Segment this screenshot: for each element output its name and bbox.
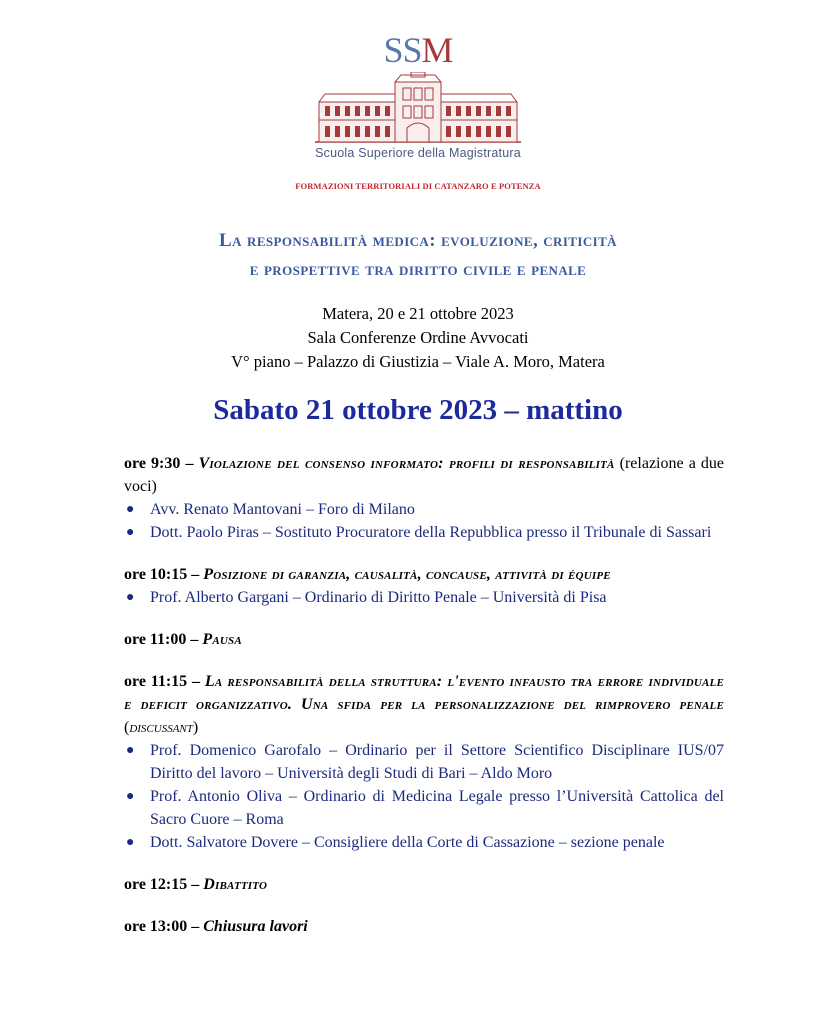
territorial-offices: FORMAZIONI TERRITORIALI DI CATANZARO E POTENZA <box>295 181 541 191</box>
speaker-list <box>124 586 724 609</box>
session-time: ore 9:30 – <box>124 455 194 472</box>
session-heading <box>124 452 724 498</box>
day-heading: Sabato 21 ottobre 2023 – mattino <box>213 394 623 426</box>
palace-building-icon <box>315 72 521 144</box>
session-topic: Posizione di garanzia, causalità, concause, attività di équipe <box>203 566 611 583</box>
course-title-line-2: e prospettive tra diritto civile e penale <box>249 259 587 280</box>
session-topic: Pausa <box>202 631 242 648</box>
session-heading <box>124 915 724 938</box>
course-title-line-1: La responsabilità medica: evoluzione, criticità <box>219 230 617 251</box>
session-time: ore 13:00 – <box>124 918 200 935</box>
bullet-icon: ● <box>126 789 135 804</box>
bullet-icon: ● <box>126 502 135 517</box>
bullet-icon: ● <box>126 743 135 758</box>
session-heading <box>124 628 724 651</box>
event-venue: Sala Conferenze Ordine Avvocati <box>307 328 529 347</box>
session-topic: Chiusura lavori <box>203 918 308 935</box>
session-note: discussant <box>129 719 193 736</box>
session-time: ore 11:15 – <box>124 673 201 690</box>
session-note: (relazione a due voci) <box>124 455 725 495</box>
ssm-logo-text: SSM <box>383 30 453 70</box>
speaker-list <box>124 498 724 544</box>
speaker-item: ● Prof. Domenico Garofalo – Ordinario per il Settore Scientifico Disciplinare IUS/07 Diritto del lavoro – Università degli Studi di Bari – Aldo Moro <box>124 739 724 785</box>
bullet-icon: ● <box>126 590 135 605</box>
bullet-icon: ● <box>126 525 135 540</box>
school-name: Scuola Superiore della Magistratura <box>315 146 521 160</box>
speaker-item: ● Prof. Antonio Oliva – Ordinario di Medicina Legale presso l’Università Cattolica del Sacro Cuore – Roma <box>124 785 724 831</box>
session-item <box>124 873 724 896</box>
ssm-logo <box>0 30 836 160</box>
program-list <box>124 452 724 957</box>
event-address: V° piano – Palazzo di Giustizia – Viale A. Moro, Matera <box>231 352 605 371</box>
course-title <box>0 226 836 284</box>
session-topic: Violazione del consenso informato: profili di responsabilità <box>198 455 615 472</box>
session-time: ore 12:15 – <box>124 876 200 893</box>
bullet-icon: ● <box>126 835 135 850</box>
session-item <box>124 670 724 854</box>
session-heading: ore 11:15 – La responsabilità della struttura: l'evento infausto tra errore individuale e deficit organizzativo. Una sfida per la personalizzazione del rimprovero penale (discussant) <box>124 673 725 736</box>
session-item <box>124 452 724 544</box>
session-item <box>124 915 724 938</box>
speaker-item: ● Dott. Salvatore Dovere – Consigliere della Corte di Cassazione – sezione penale <box>124 831 724 854</box>
session-topic: Dibattito <box>203 876 268 893</box>
session-item <box>124 628 724 651</box>
session-heading <box>124 563 724 586</box>
speaker-item: ● Dott. Paolo Piras – Sostituto Procuratore della Repubblica presso il Tribunale di Sassari <box>124 521 724 544</box>
event-info <box>0 302 836 374</box>
session-heading <box>124 873 724 896</box>
speaker-list <box>124 739 724 854</box>
session-topic: La responsabilità della struttura: l'evento infausto tra errore individuale e deficit organizzativo. Una sfida per la personalizzazione del rimprovero penale <box>124 673 725 713</box>
session-item <box>124 563 724 609</box>
speaker-item: ● Avv. Renato Mantovani – Foro di Milano <box>124 498 724 521</box>
session-time: ore 10:15 – <box>124 566 200 583</box>
session-time: ore 11:00 – <box>124 631 199 648</box>
event-date: Matera, 20 e 21 ottobre 2023 <box>322 304 514 323</box>
speaker-item: ● Prof. Alberto Gargani – Ordinario di Diritto Penale – Università di Pisa <box>124 586 724 609</box>
